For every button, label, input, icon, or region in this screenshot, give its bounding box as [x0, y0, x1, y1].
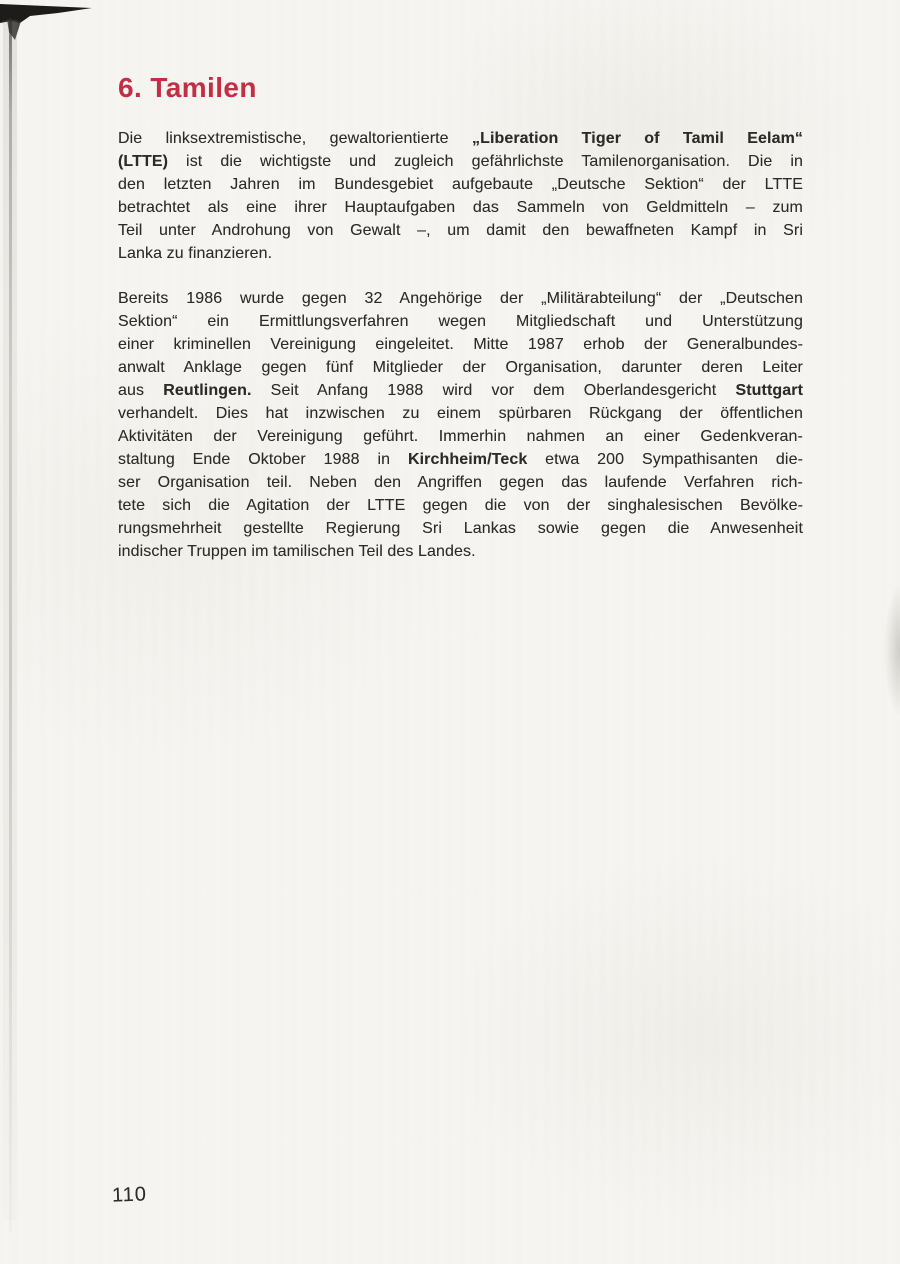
text-segment: Die linksextremistische, gewaltorientierte — [118, 130, 472, 147]
text-segment: aus — [118, 382, 164, 399]
text-line — [118, 310, 803, 333]
text-segment: den letzten Jahren im Bundesgebiet aufgebaute „Deutsche Sektion“ der LTTE — [118, 176, 803, 193]
text-segment: Aktivitäten der Vereinigung geführt. Immerhin nahmen an einer Gedenkveran- — [118, 428, 803, 445]
bold-text-segment: (LTTE) — [118, 153, 169, 170]
text-line — [118, 356, 803, 379]
text-segment: tete sich die Agitation der LTTE gegen die von der singhalesischen Bevölke- — [118, 497, 803, 514]
text-segment: Sektion“ ein Ermittlungsverfahren wegen Mitgliedschaft und Unterstützung — [118, 313, 803, 330]
text-segment: staltung Ende Oktober 1988 in — [118, 451, 408, 468]
bold-text-segment: Stuttgart — [735, 382, 803, 399]
text-line — [118, 540, 803, 563]
text-line — [118, 287, 803, 310]
text-line — [118, 379, 803, 402]
text-line — [118, 127, 803, 150]
text-line — [118, 494, 803, 517]
text-segment: etwa 200 Sympathisanten die- — [527, 451, 803, 468]
text-segment: indischer Truppen im tamilischen Teil des Landes. — [118, 543, 476, 560]
text-segment: betrachtet als eine ihrer Hauptaufgaben das Sammeln von Geldmitteln – zum — [118, 199, 803, 216]
scan-artifact-edge-line — [9, 18, 12, 1233]
text-segment: Teil unter Androhung von Gewalt –, um damit den bewaffneten Kampf in Sri — [118, 222, 803, 239]
text-segment: Lanka zu finanzieren. — [118, 245, 273, 262]
text-segment: ser Organisation teil. Neben den Angriffen gegen das laufende Verfahren rich- — [118, 474, 803, 491]
text-segment: einer kriminellen Vereinigung eingeleitet. Mitte 1987 erhob der Generalbundes- — [118, 336, 803, 353]
text-segment: anwalt Anklage gegen fünf Mitglieder der Organisation, darunter deren Leiter — [118, 359, 803, 376]
section-heading: 6. Tamilen — [118, 72, 257, 103]
bold-text-segment: Kirchheim/Teck — [407, 451, 528, 468]
paragraph — [118, 287, 803, 563]
text-line — [118, 517, 803, 540]
text-line — [118, 150, 803, 173]
text-segment: verhandelt. Dies hat inzwischen zu einem spürbaren Rückgang der öffentlichen — [118, 405, 803, 422]
text-segment: rungsmehrheit gestellte Regierung Sri Lankas sowie gegen die Anwesenheit — [118, 520, 803, 537]
text-line — [118, 448, 803, 471]
text-line — [118, 471, 803, 494]
bold-text-segment: Reutlingen. — [163, 382, 252, 399]
text-line — [118, 333, 803, 356]
text-line — [118, 425, 803, 448]
text-segment: Bereits 1986 wurde gegen 32 Angehörige der „Militärabteilung“ der „Deutschen — [118, 290, 803, 307]
page-number: 110 — [111, 1183, 148, 1207]
text-line — [118, 402, 803, 425]
bold-text-segment: „Liberation Tiger of Tamil Eelam“ — [471, 130, 804, 147]
text-line — [118, 196, 803, 219]
paragraph — [118, 127, 803, 265]
text-segment: ist die wichtigste und zugleich gefährlichste Tamilenorganisation. Die in — [168, 153, 803, 170]
text-line — [118, 242, 803, 265]
text-segment: Seit Anfang 1988 wird vor dem Oberlandesgericht — [251, 382, 736, 399]
scan-artifact-smudge — [884, 585, 900, 715]
text-line — [118, 219, 803, 242]
text-line — [118, 173, 803, 196]
